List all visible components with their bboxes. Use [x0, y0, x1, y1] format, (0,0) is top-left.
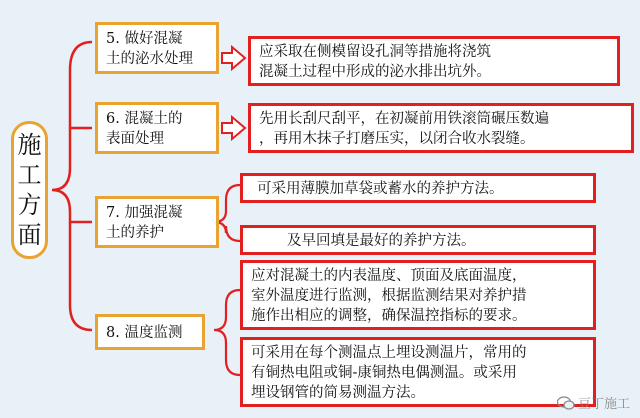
category-5: 5. 做好混凝 土的泌水处理	[95, 22, 219, 74]
category-6: 6. 混凝土的 表面处理	[95, 102, 219, 154]
detail-8a: 应对混凝土的内表温度、顶面及底面温度， 室外温度进行监测，根据监测结果对养护措 施作出相应的调整，确保温控指标的要求。	[240, 260, 596, 330]
root-brace	[52, 42, 92, 330]
detail-5: 应采取在侧模留设孔洞等措施将浇筑 混凝土过程中形成的泌水排出坑外。	[248, 36, 620, 86]
detail-7a: 可采用薄膜加草袋或蓄水的养护方法。	[240, 173, 596, 203]
detail-6: 先用长刮尺刮平，在初凝前用铁滚筒碾压数遍 ，再用木抹子打磨压实，以闭合收水裂缝。	[248, 103, 634, 153]
detail-8b: 可采用在每个测温点上埋设测温片，常用的 有铜热电阻或铜-康铜热电偶测温。或采用 埋设钢管的简易测温方法。	[240, 337, 596, 407]
root-node: 施 工 方 面	[11, 121, 48, 259]
category-7: 7. 加强混凝 土的养护	[95, 196, 219, 248]
brace-8	[214, 290, 240, 375]
detail-7b: 及早回填是最好的养护方法。	[240, 225, 596, 255]
watermark-text: 豆丁施工	[577, 397, 630, 412]
wechat-icon	[557, 396, 575, 410]
arrow-6-icon	[222, 117, 245, 139]
category-8: 8. 温度监测	[95, 314, 205, 350]
watermark	[557, 393, 630, 412]
arrow-5-icon	[222, 47, 245, 69]
